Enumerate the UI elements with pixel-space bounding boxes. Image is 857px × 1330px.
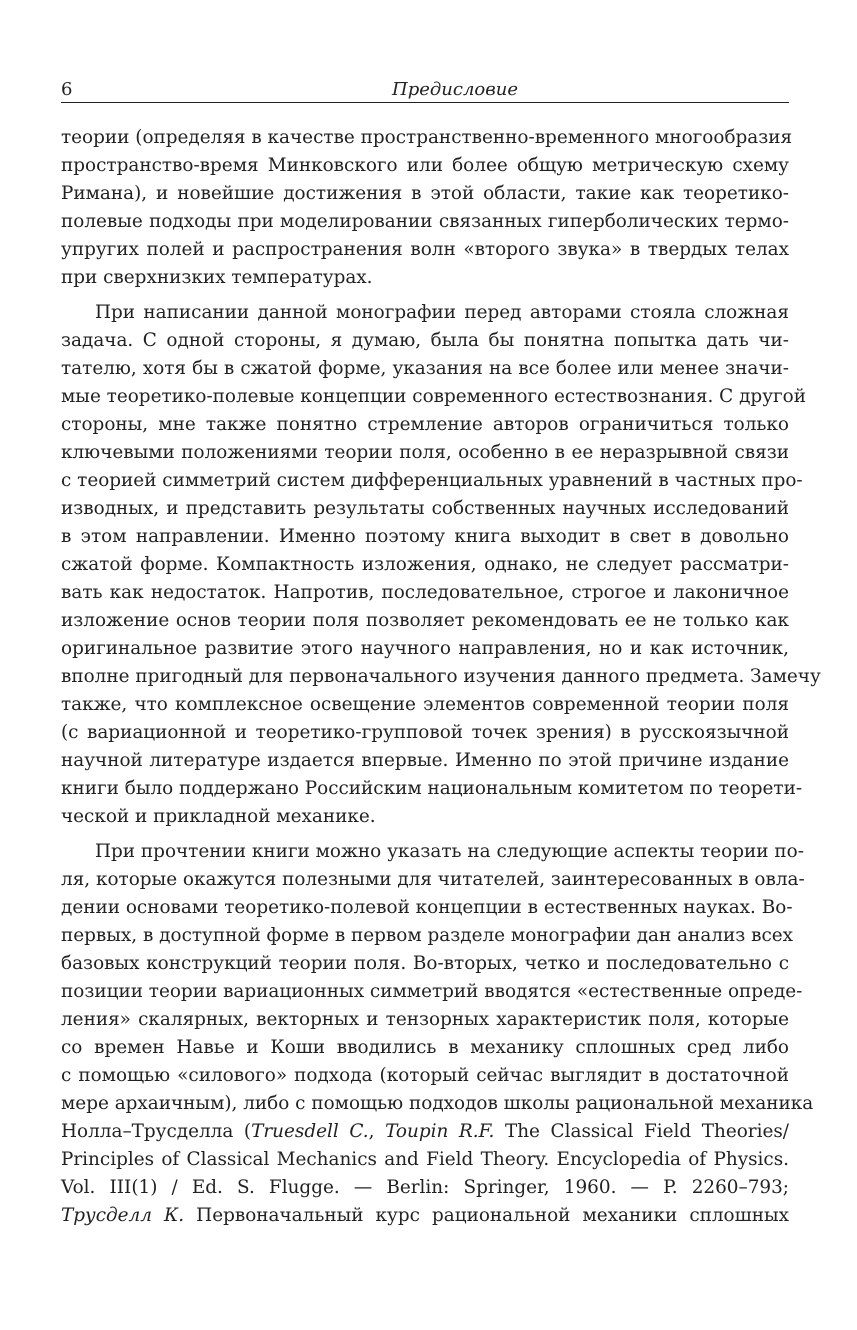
text-line: в этом направлении. Именно поэтому книга выходит в свет в довольно	[61, 526, 789, 547]
text-line: оригинальное развитие этого научного направления, но и как источник,	[61, 638, 789, 659]
text-line: вать как недостаток. Напротив, последовательное, строгое и лаконичное	[61, 582, 789, 603]
text-line: ления» скалярных, векторных и тензорных характеристик поля, которые	[61, 1009, 789, 1030]
text-line: При написании данной монографии перед авторами стояла сложная	[95, 302, 789, 323]
text-line: ключевыми положениями теории поля, особенно в ее неразрывной связи	[61, 442, 789, 463]
text-line: с теорией симметрий систем дифференциальных уравнений в частных про-	[61, 470, 803, 491]
text-line: пространство-время Минковского или более общую метрическую схему	[61, 155, 789, 176]
text-line: (с вариационной и теоретико-групповой точек зрения) в русскоязычной	[61, 722, 789, 743]
running-header	[61, 78, 789, 103]
text-line: мые теоретико-полевые концепции современного естествознания. С другой	[61, 386, 806, 407]
text-line: При прочтении книги можно указать на следующие аспекты теории по-	[95, 841, 804, 862]
text-line: задача. С одной стороны, я думаю, была бы понятна попытка дать чи-	[61, 330, 789, 351]
body-text	[61, 124, 821, 1230]
author-name: Toupin R.F.	[385, 1121, 495, 1142]
text-line: изводных, и представить результаты собственных научных исследований	[61, 498, 789, 519]
text-line: Римана), и новейшие достижения в этой области, такие как теоретико-	[61, 183, 789, 204]
text-line: полевые подходы при моделировании связанных гиперболических термо-	[61, 211, 789, 232]
text-line: со времен Навье и Коши вводились в механику сплошных сред либо	[61, 1037, 789, 1058]
text-line: вполне пригодный для первоначального изучения данного предмета. Замечу	[61, 666, 821, 687]
text-line: ля, которые окажутся полезными для читателей, заинтересованных в овла-	[61, 869, 805, 890]
text-line: позиции теории вариационных симметрий вводятся «естественные опреде-	[61, 981, 803, 1002]
text-line: упругих полей и распространения волн «второго звука» в твердых телах	[61, 239, 789, 260]
text-fragment: Нолла–Трусделла (	[61, 1121, 252, 1142]
text-line: научной литературе издается впервые. Именно по этой причине издание	[61, 750, 789, 771]
text-line: базовых конструкций теории поля. Во-вторых, четко и последовательно с	[61, 953, 789, 974]
text-line: тателю, хотя бы в сжатой форме, указания на все более или менее значи-	[61, 358, 789, 379]
running-head-title: Предисловие	[392, 79, 518, 100]
text-line: при сверхнизких температурах.	[61, 267, 373, 288]
text-line: дении основами теоретико-полевой концепции в естественных науках. Во-	[61, 897, 793, 918]
author-name: Трусделл К.	[61, 1205, 185, 1226]
text-line: изложение основ теории поля позволяет рекомендовать ее не только как	[61, 610, 789, 631]
text-fragment: Первоначальный курс рациональной механики сплошных	[184, 1205, 789, 1226]
text-line: теории (определяя в качестве пространственно-временного многообразия	[61, 127, 793, 148]
author-name: Truesdell C.	[251, 1121, 369, 1142]
text-line: ческой и прикладной механике.	[61, 806, 376, 827]
text-line: также, что комплексное освещение элементов современной теории поля	[61, 694, 789, 715]
text-line: сжатой форме. Компактность изложения, однако, не следует рассматри-	[61, 554, 789, 575]
paragraph-1	[61, 124, 793, 292]
text-line: первых, в доступной форме в первом разделе монографии дан анализ всех	[61, 925, 794, 946]
reference-line-3: Vol. III(1) / Ed. S. Flugge. — Berlin: Springer, 1960. — P. 2260–793;	[61, 1177, 789, 1198]
text-line: книги было поддержано Российским национальным комитетом по теорети-	[61, 778, 803, 799]
reference-line-4	[61, 1202, 789, 1230]
text-fragment: ,	[368, 1121, 386, 1142]
text-line: стороны, мне также понятно стремление авторов ограничиться только	[61, 414, 789, 435]
text-line: мере архаичным), либо с помощью подходов школы рациональной механика	[61, 1093, 814, 1114]
page-number: 6	[61, 79, 73, 100]
text-line: с помощью «силового» подхода (который сейчас выглядит в достаточной	[61, 1065, 789, 1086]
reference-line-2: Principles of Classical Mechanics and Field Theory. Encyclopedia of Physics.	[61, 1149, 789, 1170]
paragraph-3	[61, 838, 814, 1230]
paragraph-2	[61, 299, 821, 831]
reference-line-1	[61, 1118, 789, 1146]
text-fragment: The Classical Field Theories/	[494, 1121, 789, 1142]
